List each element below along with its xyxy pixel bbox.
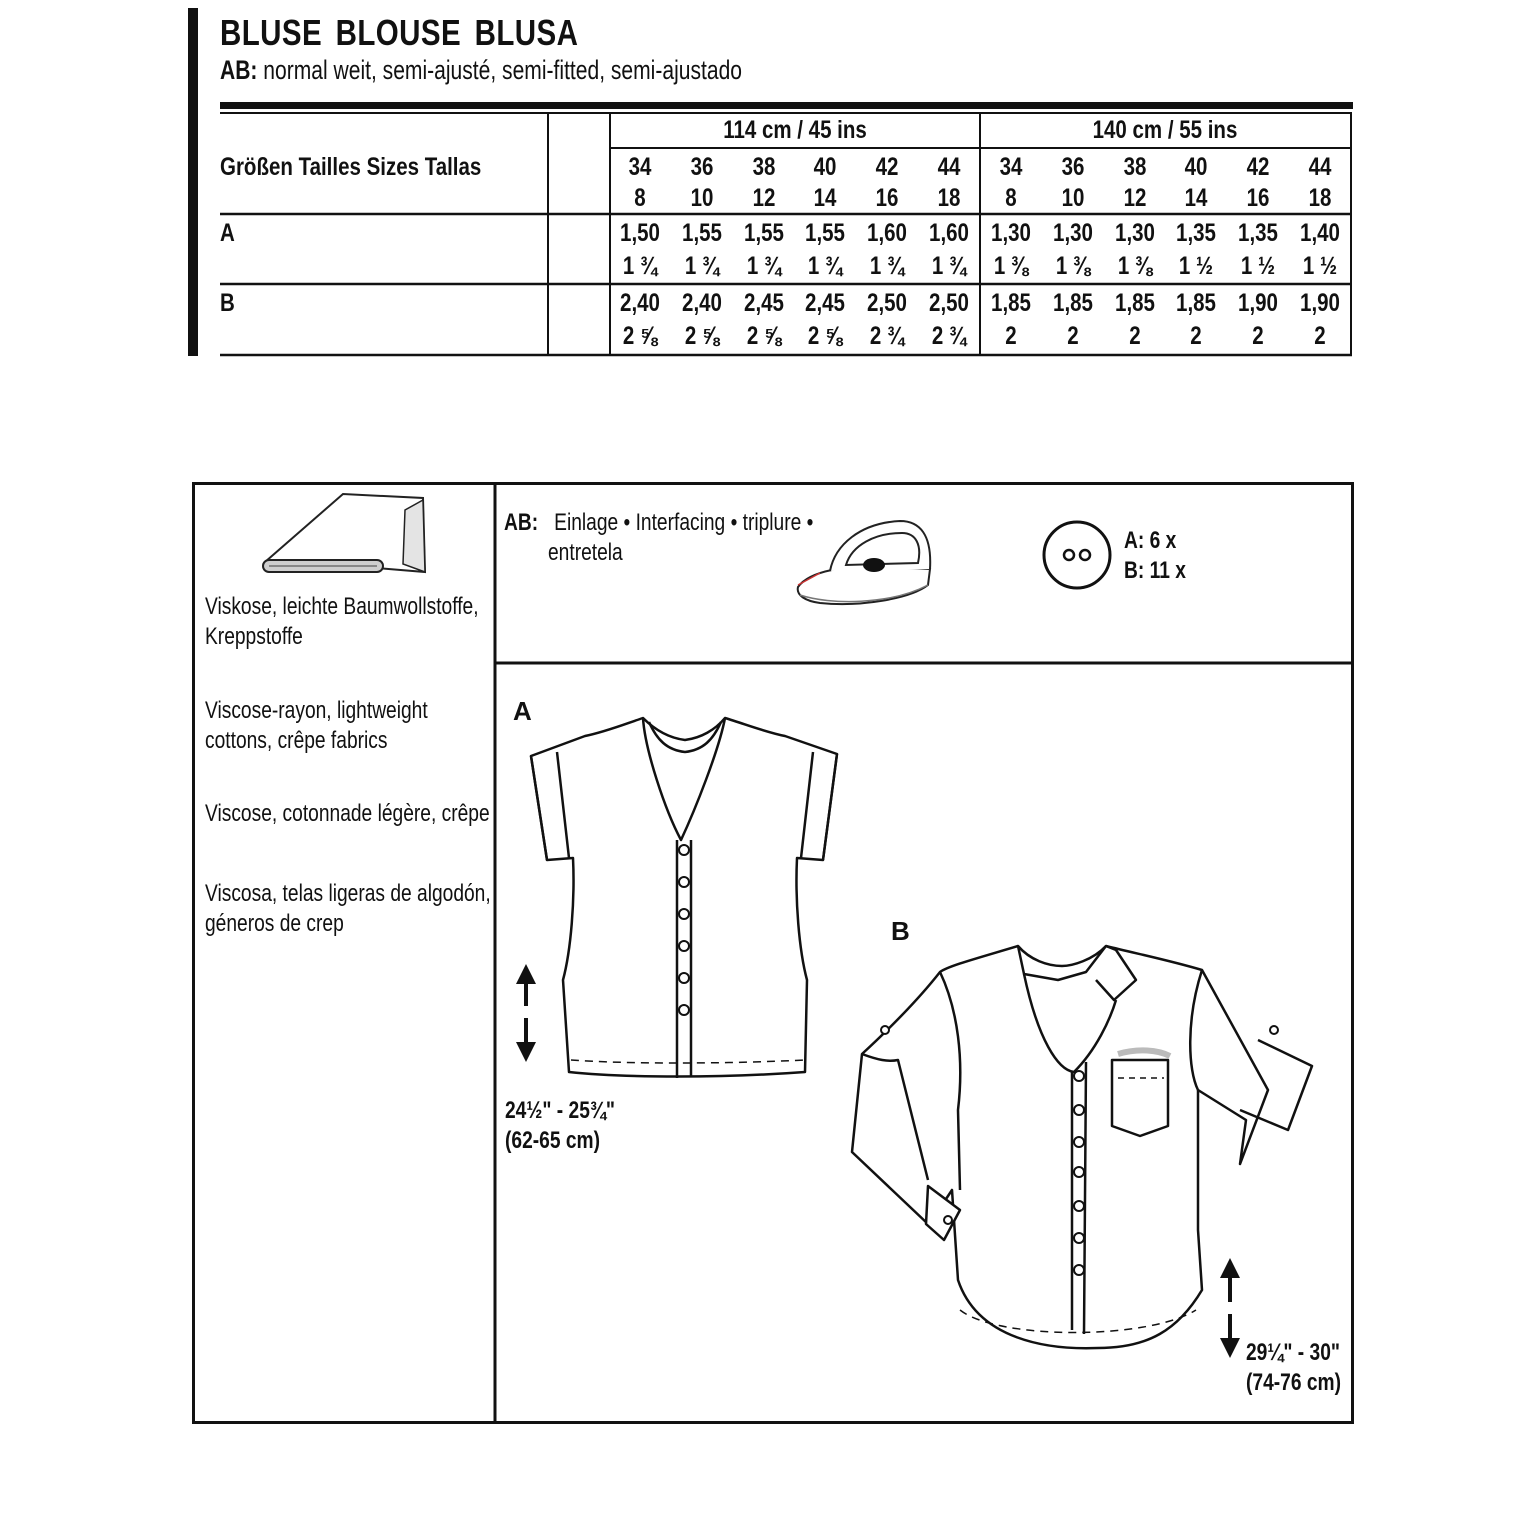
yards-cell: 1 ¾ <box>622 252 658 280</box>
us-size-cell: 10 <box>690 184 714 212</box>
yards-cell: 2 <box>1190 322 1203 350</box>
view-a-label: A <box>513 696 532 726</box>
view-b-length <box>1246 1338 1341 1398</box>
eur-size-cell: 42 <box>875 153 899 181</box>
us-size-cell: 8 <box>1005 184 1017 212</box>
meters-cell: 2,45 <box>805 289 846 317</box>
view-b-blouse-drawing <box>848 930 1318 1370</box>
fabric-fr <box>205 799 490 829</box>
meters-cell: 1,40 <box>1300 219 1340 247</box>
fabric-fr-line: Viscose, cotonnade légère, crêpe <box>205 800 490 827</box>
button-qty-a: A: 6 x <box>1124 527 1177 554</box>
meters-cell: 1,60 <box>867 219 908 247</box>
meters-cell: 1,50 <box>620 219 660 247</box>
eur-size-cell: 34 <box>999 153 1023 181</box>
meters-cell: 1,90 <box>1300 289 1340 317</box>
meters-cell: 1,30 <box>1052 219 1093 247</box>
yards-cell: 1 ¾ <box>931 252 967 280</box>
view-row-label: B <box>220 289 235 317</box>
yards-cell: 1 ¾ <box>684 252 719 280</box>
eur-size-cell: 42 <box>1246 153 1270 181</box>
fit-prefix: AB: <box>220 55 258 85</box>
us-size-cell: 16 <box>1246 184 1270 212</box>
meters-cell: 1,35 <box>1176 219 1217 247</box>
eur-size-cell: 40 <box>1184 153 1208 181</box>
meters-cell: 1,55 <box>805 219 846 247</box>
view-a-length-arrow <box>512 960 540 1065</box>
meters-cell: 1,30 <box>1114 219 1155 247</box>
meters-cell: 1,90 <box>1238 289 1279 317</box>
fabric-en-line: Viscose-rayon, lightweight <box>205 697 428 724</box>
meters-cell: 2,50 <box>929 289 969 317</box>
width-header-114: 114 cm / 45 ins <box>723 116 867 144</box>
meters-cell: 2,50 <box>867 289 908 317</box>
fabric-bolt-icon <box>255 488 445 588</box>
meters-cell: 2,40 <box>681 289 722 317</box>
yards-cell: 2 <box>1252 322 1264 350</box>
us-size-cell: 18 <box>937 184 961 212</box>
fabric-en-line: cottons, crêpe fabrics <box>205 727 388 754</box>
width-header-140: 140 cm / 55 ins <box>1092 116 1238 144</box>
meters-cell: 1,55 <box>681 219 722 247</box>
fit-text: normal weit, semi-ajusté, semi-fitted, semi-ajustado <box>263 55 743 85</box>
view-a-blouse-drawing <box>525 710 845 1090</box>
interfacing-prefix: AB: <box>504 509 539 536</box>
view-a-length-cm: (62-65 cm) <box>505 1127 600 1154</box>
us-size-cell: 12 <box>752 184 775 212</box>
eur-size-cell: 44 <box>937 153 961 181</box>
interfacing-line2: entretela <box>548 539 623 566</box>
view-b-length-cm: (74-76 cm) <box>1246 1369 1341 1396</box>
button-quantities <box>1124 526 1186 586</box>
us-size-cell: 14 <box>1184 184 1208 212</box>
sizes-label: Größen Tailles Sizes Tallas <box>220 153 482 181</box>
eur-size-cell: 44 <box>1308 153 1332 181</box>
yards-cell: 1 ⅜ <box>993 252 1029 280</box>
us-size-cell: 16 <box>875 184 899 212</box>
us-size-cell: 8 <box>634 184 646 212</box>
us-size-cell: 18 <box>1308 184 1332 212</box>
yards-cell: 2 <box>1005 322 1017 350</box>
meters-cell: 2,40 <box>620 289 660 317</box>
interfacing-line1: Einlage • Interfacing • triplure • <box>554 509 814 536</box>
pattern-title: BLUSE BLOUSE BLUSA <box>220 12 579 53</box>
yards-cell: 2 ⅝ <box>684 322 719 350</box>
yards-cell: 2 ¾ <box>931 322 967 350</box>
button-qty-b: B: 11 x <box>1124 557 1186 584</box>
view-a-length <box>505 1096 615 1156</box>
meters-cell: 1,35 <box>1238 219 1279 247</box>
us-size-cell: 12 <box>1123 184 1146 212</box>
yards-cell: 2 ⅝ <box>622 322 658 350</box>
meters-cell: 2,45 <box>743 289 784 317</box>
interfacing-text <box>504 508 813 568</box>
view-b-length-arrow <box>1216 1254 1244 1362</box>
meters-cell: 1,85 <box>1114 289 1155 317</box>
meters-cell: 1,85 <box>1052 289 1093 317</box>
us-size-cell: 10 <box>1061 184 1085 212</box>
yards-cell: 2 ¾ <box>870 322 905 350</box>
yards-cell: 2 ⅝ <box>808 322 843 350</box>
meters-cell: 1,60 <box>929 219 969 247</box>
fabric-de-line: Viskose, leichte Baumwollstoffe, <box>205 593 479 620</box>
yards-cell: 1 ½ <box>1241 252 1276 280</box>
yards-cell: 2 ⅝ <box>746 322 781 350</box>
fabric-es-line: géneros de crep <box>205 910 344 937</box>
yards-cell: 2 <box>1314 322 1326 350</box>
view-b-length-in: 29¼" - 30" <box>1246 1339 1340 1366</box>
yards-cell: 1 ⅜ <box>1055 252 1090 280</box>
eur-size-cell: 38 <box>752 153 775 181</box>
button-icon <box>1040 518 1114 592</box>
fabric-es-line: Viscosa, telas ligeras de algodón, <box>205 880 491 907</box>
view-a-length-in: 24½" - 25¾" <box>505 1097 616 1124</box>
eur-size-cell: 36 <box>690 153 714 181</box>
fabric-en <box>205 696 428 756</box>
yards-cell: 1 ¾ <box>746 252 781 280</box>
meters-cell: 1,30 <box>991 219 1031 247</box>
yards-cell: 2 <box>1067 322 1079 350</box>
eur-size-cell: 34 <box>628 153 652 181</box>
yards-cell: 1 ¾ <box>870 252 905 280</box>
fabric-de <box>205 592 479 652</box>
view-b-label: B <box>891 916 910 946</box>
eur-size-cell: 36 <box>1061 153 1085 181</box>
fabric-de-line: Kreppstoffe <box>205 623 303 650</box>
eur-size-cell: 40 <box>813 153 837 181</box>
iron-icon <box>790 515 940 610</box>
us-size-cell: 14 <box>813 184 837 212</box>
view-row-label: A <box>220 219 235 247</box>
yards-cell: 2 <box>1128 322 1141 350</box>
yards-cell: 1 ½ <box>1302 252 1338 280</box>
yards-cell: 1 ½ <box>1179 252 1214 280</box>
eur-size-cell: 38 <box>1123 153 1146 181</box>
yards-cell: 1 ⅜ <box>1117 252 1152 280</box>
yards-cell: 1 ¾ <box>808 252 843 280</box>
meters-cell: 1,55 <box>743 219 784 247</box>
meters-cell: 1,85 <box>1176 289 1217 317</box>
meters-cell: 1,85 <box>991 289 1031 317</box>
fabric-es <box>205 879 491 939</box>
